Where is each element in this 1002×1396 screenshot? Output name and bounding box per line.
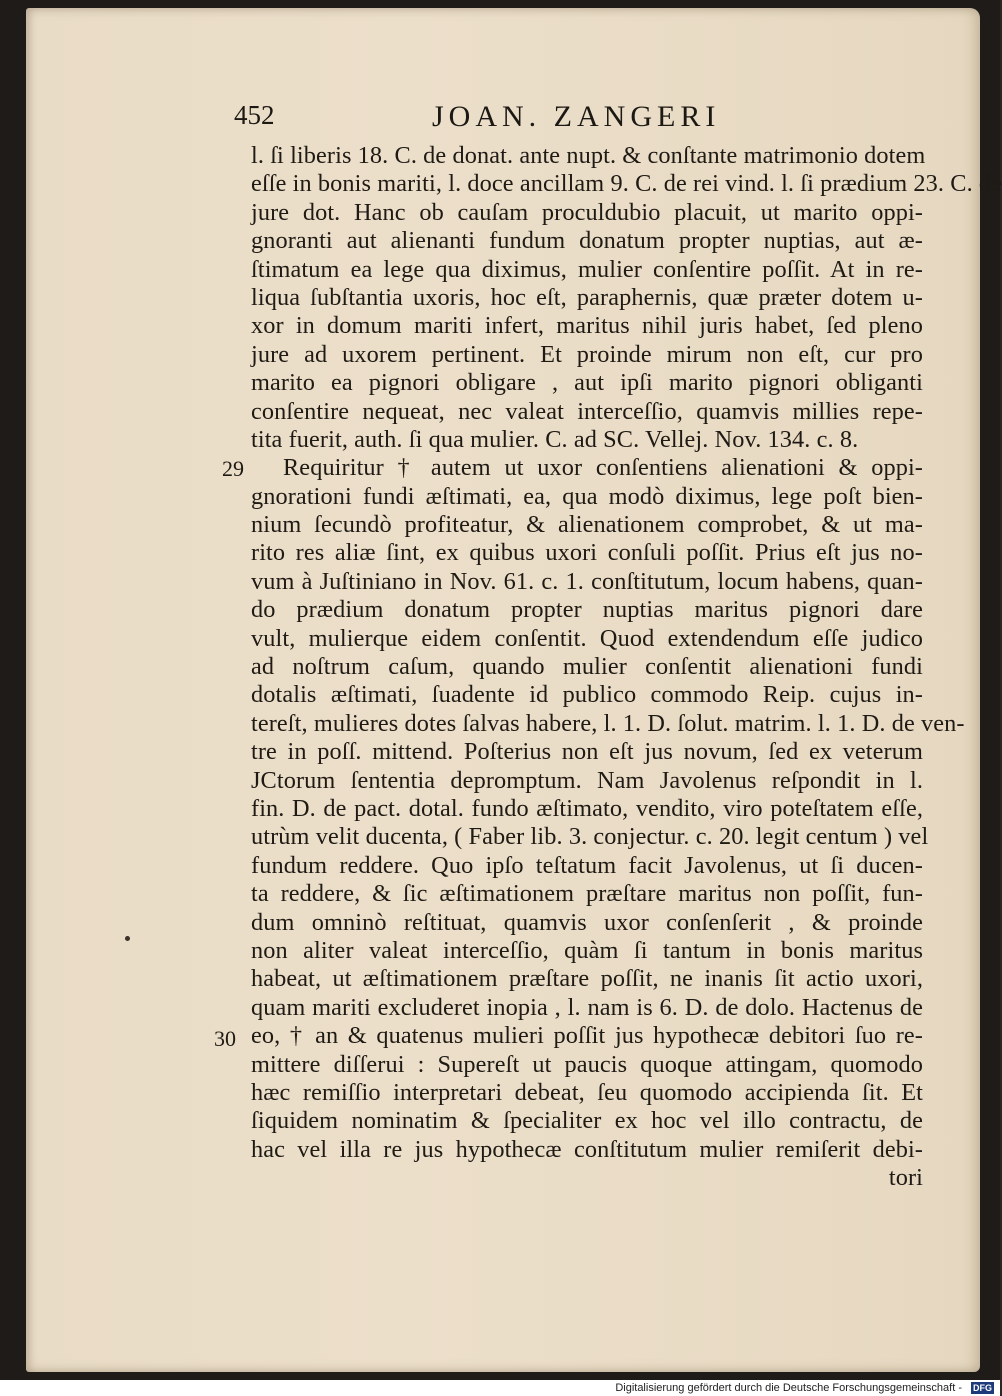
text-line: dum omninò reſtituat, quamvis uxor conſenſerit , & proinde xyxy=(251,908,923,936)
text-line: tori xyxy=(888,1164,923,1192)
margin-number: 29 xyxy=(222,456,244,481)
text-line: gnorationi fundi æſtimati, ea, qua modò diximus, lege poſt bien- xyxy=(251,482,923,510)
ink-speck xyxy=(125,936,130,941)
text-line: ad noſtrum caſum, quando mulier conſentit alienationi fundi xyxy=(251,653,923,681)
text-line: liqua ſubſtantia uxoris, hoc eſt, paraphernis, quæ præter dotem u- xyxy=(251,283,923,311)
text-line: non aliter valeat interceſſio, quàm ſi tantum in bonis maritus xyxy=(251,936,923,964)
text-line: utrùm velit ducenta, ( Faber lib. 3. conjectur. c. 20. legit centum ) vel xyxy=(251,823,929,851)
text-line: fundum reddere. Quo ipſo teſtatum facit Javolenus, ut ſi ducen- xyxy=(251,851,923,879)
footer-credit: Digitalisierung gefördert durch die Deutsche Forschungsgemeinschaft - xyxy=(615,1382,962,1394)
text-line: xor in domum mariti infert, maritus nihil juris habet, ſed pleno xyxy=(251,312,923,340)
text-line: do prædium donatum propter nuptias maritus pignori dare xyxy=(251,596,923,624)
margin-number: 30 xyxy=(214,1026,236,1051)
running-title: JOAN. ZANGERI xyxy=(432,100,721,133)
text-line: jure ad uxorem pertinent. Et proinde mirum non eſt, cur pro xyxy=(251,340,923,368)
text-line: rito res aliæ ſint, ex quibus uxori conſuli poſſit. Prius eſt jus no- xyxy=(251,539,923,567)
text-line: dotalis æſtimati, ſuadente id publico commodo Reip. cujus in- xyxy=(251,681,923,709)
text-line: eſſe in bonis mariti, l. doce ancillam 9. C. de rei vind. l. ſi prædium 23. C. de xyxy=(251,170,1002,198)
text-line: ſtimatum ea lege qua diximus, mulier conſentire poſſit. At in re- xyxy=(251,255,923,283)
page-number: 452 xyxy=(234,100,275,130)
text-line: conſentire nequeat, nec valeat interceſſio, quamvis millies repe- xyxy=(251,397,923,425)
text-line: vum à Juſtiniano in Nov. 61. c. 1. conſtitutum, locum habens, quan- xyxy=(251,567,923,595)
text-line: eo, † an & quatenus mulieri poſſit jus hypothecæ debitori ſuo re- xyxy=(251,1022,923,1050)
text-line: tereſt, mulieres dotes ſalvas habere, l. 1. D. ſolut. matrim. l. 1. D. de ven- xyxy=(251,709,965,737)
text-line: hac vel illa re jus hypothecæ conſtitutum mulier remiſerit debi- xyxy=(251,1135,923,1163)
page-header xyxy=(234,100,754,140)
text-line: marito ea pignori obligare , aut ipſi marito pignori obliganti xyxy=(251,369,923,397)
text-line: jure dot. Hanc ob cauſam proculdubio placuit, ut marito oppi- xyxy=(251,198,923,226)
text-line: fin. D. de pact. dotal. fundo æſtimato, vendito, viro poteſtatem eſſe, xyxy=(251,794,923,822)
text-line: ſiquidem nominatim & ſpecialiter ex hoc vel illo contractu, de xyxy=(251,1107,923,1135)
body-text xyxy=(251,142,1002,1192)
text-line: quam mariti excluderet inopia , l. nam is 6. D. de dolo. Hactenus de xyxy=(251,993,923,1021)
text-line: ta reddere, & ſic æſtimationem præſtare maritus non poſſit, fun- xyxy=(251,880,923,908)
text-line: tita fuerit, auth. ſi qua mulier. C. ad SC. Vellej. Nov. 134. c. 8. xyxy=(251,425,859,453)
text-line: gnoranti aut alienanti fundum donatum propter nuptias, aut æ- xyxy=(251,227,923,255)
dfg-logo: DFG xyxy=(973,1383,992,1393)
text-line: nium ſecundò profiteatur, & alienationem comprobet, & ut ma- xyxy=(251,511,923,539)
text-line: tre in poſſ. mittend. Poſterius non eſt jus novum, ſed ex veterum xyxy=(251,738,923,766)
text-line: Requiritur † autem ut uxor conſentiens alienationi & oppi- xyxy=(283,454,923,482)
text-line: mittere diſſerui : Supereſt ut paucis quoque attingam, quomodo xyxy=(251,1050,923,1078)
text-line: habeat, ut æſtimationem præſtare poſſit, ne inanis ſit actio uxori, xyxy=(251,965,923,993)
text-line: vult, mulierque eidem conſentit. Quod extendendum eſſe judico xyxy=(251,624,923,652)
text-line: l. ſi liberis 18. C. de donat. ante nupt. & conſtante matrimonio dotem xyxy=(251,142,926,169)
text-line: JCtorum ſententia depromptum. Nam Javolenus reſpondit in l. xyxy=(251,766,923,794)
text-line: hæc remiſſio interpretari debeat, ſeu quomodo accipienda ſit. Et xyxy=(251,1078,923,1106)
